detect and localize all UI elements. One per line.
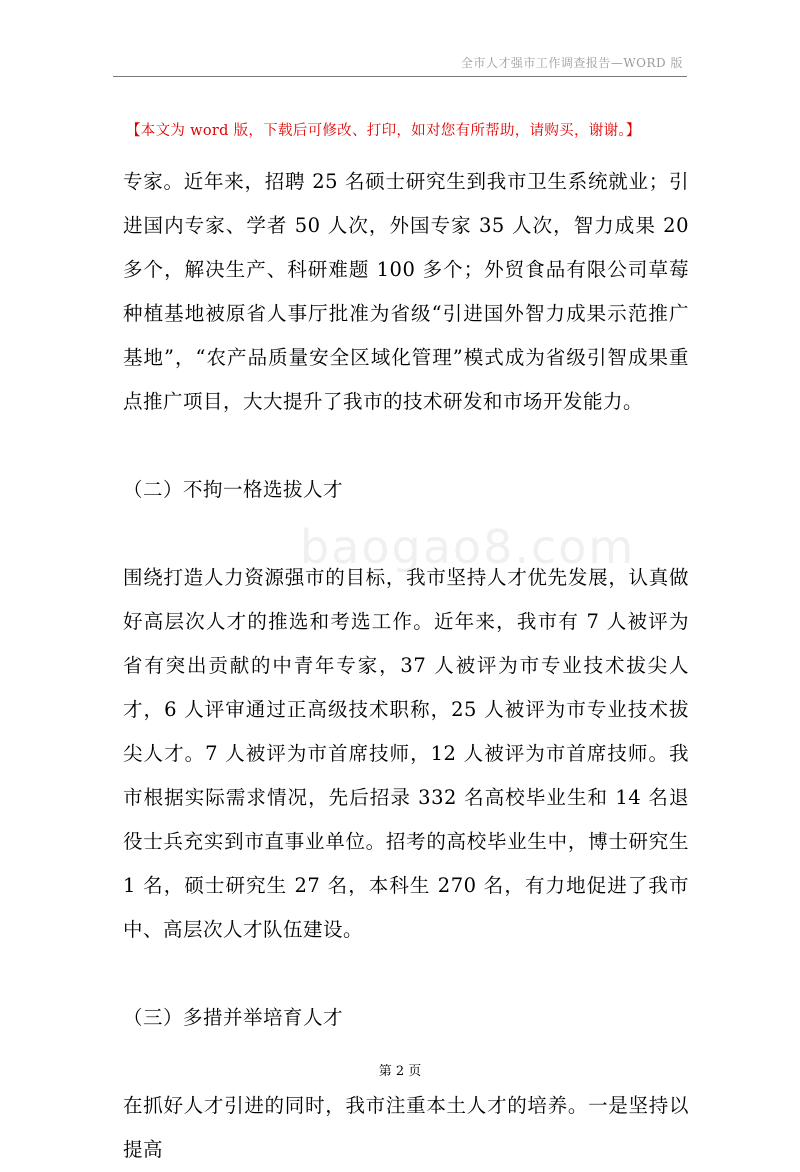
header-divider xyxy=(113,76,687,77)
section-heading-cultivation: （三）多措并举培育人才 xyxy=(123,1006,344,1029)
watermark: baogao8.com xyxy=(300,520,636,574)
spacer xyxy=(123,512,689,556)
paragraph-talent-selection: 围绕打造人力资源强市的目标，我市坚持人才优先发展，认真做好高层次人才的推选和考选工作。近年来，我市有 7 人被评为省有突出贡献的中青年专家，37 人被评为市专业技术拔尖人才，6 人评审通过正高级技术职称，25 人被评为市专业技术拔尖人才。7 人被评为市首席技师，12 人被评为市首席技师。我市根据实际需求情况，先后招录 332 名高校毕业生和 14 名退役士兵充实到市直事业单位。招考的高校毕业生中，博士研究生 1 名，硕士研究生 27 名，本科生 270 名，有力地促进了我市中、高层次人才队伍建设。 xyxy=(123,566,689,941)
document-body xyxy=(123,160,689,1172)
page-number: 第 2 页 xyxy=(378,1064,422,1079)
paragraph-talent-cultivation: 在抓好人才引进的同时，我市注重本土人才的培养。一是坚持以提高 xyxy=(123,1094,689,1161)
spacer xyxy=(123,424,689,468)
document-header-title: 全市人才强市工作调查报告—WORD 版 xyxy=(460,56,683,70)
section-heading-selection: （二）不拘一格选拔人才 xyxy=(123,478,344,501)
download-notice: 【本文为 word 版，下载后可修改、打印，如对您有所帮助，请购买，谢谢。】 xyxy=(126,123,641,139)
paragraph-expert-introduction: 专家。近年来，招聘 25 名硕士研究生到我市卫生系统就业；引进国内专家、学者 50 人次，外国专家 35 人次，智力成果 20 多个，解决生产、科研难题 100 多个；外贸食品有限公司草莓种植基地被原省人事厅批准为省级“引进国外智力成果示范推广基地”，“农产品质量安全区域化管理”模式成为省级引智成果重点推广项目，大大提升了我市的技术研发和市场开发能力。 xyxy=(123,170,689,413)
spacer xyxy=(123,952,689,996)
